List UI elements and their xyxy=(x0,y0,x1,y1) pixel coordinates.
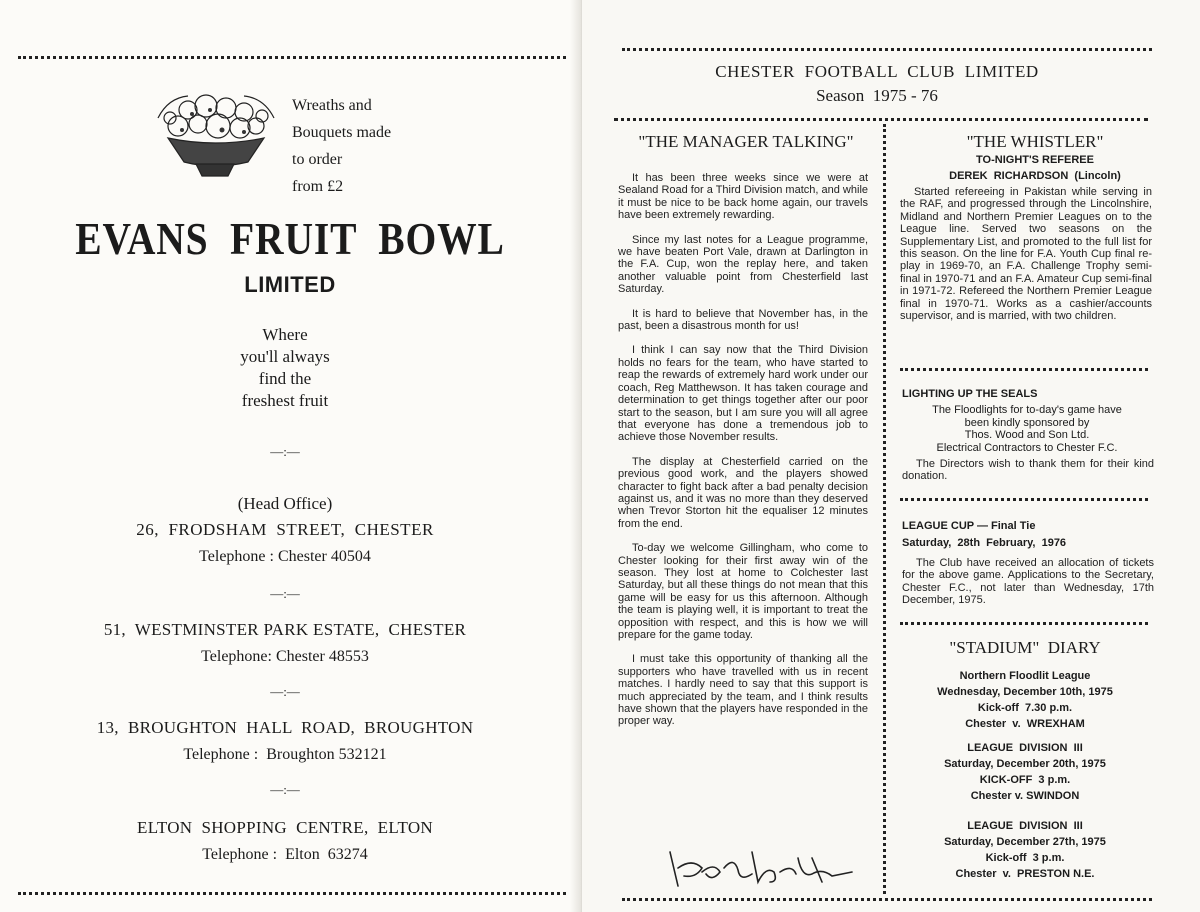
address: 26, FRODSHAM STREET, CHESTER xyxy=(136,520,434,539)
league-cup-heading: LEAGUE CUP — Final Tie xyxy=(902,520,1036,532)
tagline-line: Where xyxy=(262,325,308,344)
divider: —:— xyxy=(270,444,300,459)
lighting-line: The Floodlights for to-day's game have xyxy=(932,404,1122,416)
league-cup-text: The Club have received an allocation of tickets for the above game. Applications to the Secretary, Chester F.C., not later than Wednesday, 17th December, 1975. xyxy=(902,557,1154,607)
referee-name: DEREK RICHARDSON (Lincoln) xyxy=(949,170,1121,182)
manager-signature xyxy=(662,838,862,896)
divider: —:— xyxy=(270,586,300,601)
divider: —:— xyxy=(270,684,300,699)
club-title: CHESTER FOOTBALL CLUB LIMITED xyxy=(715,62,1039,81)
event-match: Chester v. SWINDON xyxy=(970,790,1080,802)
lighting-heading: LIGHTING UP THE SEALS xyxy=(902,388,1038,400)
diary-event xyxy=(894,740,1156,804)
wreath-line: from £2 xyxy=(292,178,344,195)
event-competition: LEAGUE DIVISION III xyxy=(967,742,1083,754)
telephone: Telephone: Chester 48553 xyxy=(201,648,369,665)
section-dotted-rule xyxy=(900,498,1148,501)
tagline xyxy=(160,324,410,412)
whistler-sub: TO-NIGHT'S REFEREE xyxy=(976,154,1094,166)
season: Season 1975 - 76 xyxy=(816,86,938,105)
article-paragraph: I must take this opportunity of thanking all the supporters who have travelled with us in recent matches. I hardly need to say that this support is much appreciated by the team, and I think results have shown that the players have responded in the proper way. xyxy=(618,653,868,728)
whistler-heading: "THE WHISTLER" xyxy=(966,132,1104,151)
event-match: Chester v. PRESTON N.E. xyxy=(955,868,1095,880)
event-match: Chester v. WREXHAM xyxy=(965,718,1085,730)
diary-event xyxy=(894,818,1156,882)
referee-bio: Started refereeing in Pakistan while serving in the RAF, and progressed through the Lincolnshire, Midland and Northern Premier Leagues on to the League line. Served two seasons on the Supplementary List, and promoted to the full list for this season. On the line for F.A. Youth Cup final re-play in 1969-70, an F.A. Challenge Trophy semi-final in 1970-71 and an F.A. Amateur Cup semi-final in 1971-72. Refereed the Northern Premier League final in 1970-71. Works as a cashier/accounts supervisor, and is married, with two children. xyxy=(900,186,1152,323)
diary-heading: "STADIUM" DIARY xyxy=(949,638,1101,657)
article-paragraph: I think I can say now that the Third Division holds no fears for the team, who have started to reap the rewards of extremely hard work under our coach, Reg Matthewson. It has taken courage and determination to get things together after our poor start to the season, but I am sure you will all agree that everyone has done a tremendous job to achieve those November results. xyxy=(618,344,868,444)
lighting-line: Electrical Contractors to Chester F.C. xyxy=(936,441,1118,454)
manager-article xyxy=(618,172,868,740)
tagline-line: you'll always xyxy=(240,347,330,366)
company-suffix: LIMITED xyxy=(244,272,336,297)
tagline-line: freshest fruit xyxy=(241,391,329,410)
address: 51, WESTMINSTER PARK ESTATE, CHESTER xyxy=(103,620,467,639)
telephone: Telephone : Broughton 532121 xyxy=(183,746,387,763)
event-date: Saturday, December 27th, 1975 xyxy=(944,836,1106,848)
event-kickoff: KICK-OFF 3 p.m. xyxy=(979,774,1071,786)
telephone: Telephone : Chester 40504 xyxy=(199,548,371,565)
column-divider xyxy=(883,124,886,894)
bottom-dotted-rule xyxy=(622,898,1152,901)
article-paragraph: Since my last notes for a League programme, we have beaten Port Vale, drawn at Darlington in the F.A. Cup, won the replay here, and taken another valuable point from Chesterfield last Saturday. xyxy=(618,233,868,296)
lighting-text xyxy=(896,404,1158,454)
manager-heading: "THE MANAGER TALKING" xyxy=(638,132,854,151)
section-dotted-rule xyxy=(900,622,1148,625)
article-paragraph: It is hard to believe that November has, in the past, been a disastrous month for us! xyxy=(618,307,868,333)
lighting-thanks: The Directors wish to thank them for their kind donation. xyxy=(902,458,1154,483)
bottom-dotted-rule xyxy=(18,892,566,895)
article-paragraph: To-day we welcome Gillingham, who come to Chester looking for their first away win of the season. They lost at home to Colchester last Saturday, but all these things do not mean that this game will be easy for us this afternoon. Although the team is playing well, it is important to treat the opposition with respect, and this is how we will prepare for the game today. xyxy=(618,542,868,641)
address: ELTON SHOPPING CENTRE, ELTON xyxy=(137,818,433,837)
league-cup-date: Saturday, 28th February, 1976 xyxy=(902,537,1067,549)
top-dotted-rule xyxy=(622,48,1152,51)
address: 13, BROUGHTON HALL ROAD, BROUGHTON xyxy=(96,718,474,737)
event-competition: LEAGUE DIVISION III xyxy=(967,820,1083,832)
lighting-line: Thos. Wood and Son Ltd. xyxy=(964,429,1090,442)
event-date: Wednesday, December 10th, 1975 xyxy=(937,686,1113,698)
event-competition: Northern Floodlit League xyxy=(959,670,1091,682)
divider: —:— xyxy=(270,782,300,797)
event-kickoff: Kick-off 3 p.m. xyxy=(985,852,1065,864)
wreath-line: Wreaths and xyxy=(292,97,372,114)
tagline-line: find the xyxy=(258,369,312,388)
section-dotted-rule xyxy=(900,368,1148,371)
head-office-label: (Head Office) xyxy=(237,494,333,513)
event-date: Saturday, December 20th, 1975 xyxy=(944,758,1106,770)
header-dotted-rule xyxy=(614,118,1148,121)
article-paragraph: It has been three weeks since we were at Sealand Road for a Third Division match, and while it must be nice to be back home again, our travels have been extremely rewarding. xyxy=(618,172,868,222)
event-kickoff: Kick-off 7.30 p.m. xyxy=(977,702,1073,714)
diary-event xyxy=(894,668,1156,732)
fruit-basket-icon xyxy=(148,88,283,180)
wreath-line: to order xyxy=(292,151,343,168)
left-page xyxy=(0,0,582,912)
right-page xyxy=(582,0,1200,912)
company-name: EVANS FRUIT BOWL xyxy=(75,213,505,264)
telephone: Telephone : Elton 63274 xyxy=(202,846,368,863)
wreaths-text xyxy=(292,92,442,200)
top-dotted-rule xyxy=(18,56,566,59)
article-paragraph: The display at Chesterfield carried on the previous good work, and the players showed character to fight back after a bad penalty decision against us, and it was no more than they deserved when Trevor Storton hit the equaliser 12 minutes from the end. xyxy=(618,455,868,530)
wreath-line: Bouquets made xyxy=(292,124,392,141)
lighting-line: been kindly sponsored by xyxy=(964,416,1090,429)
